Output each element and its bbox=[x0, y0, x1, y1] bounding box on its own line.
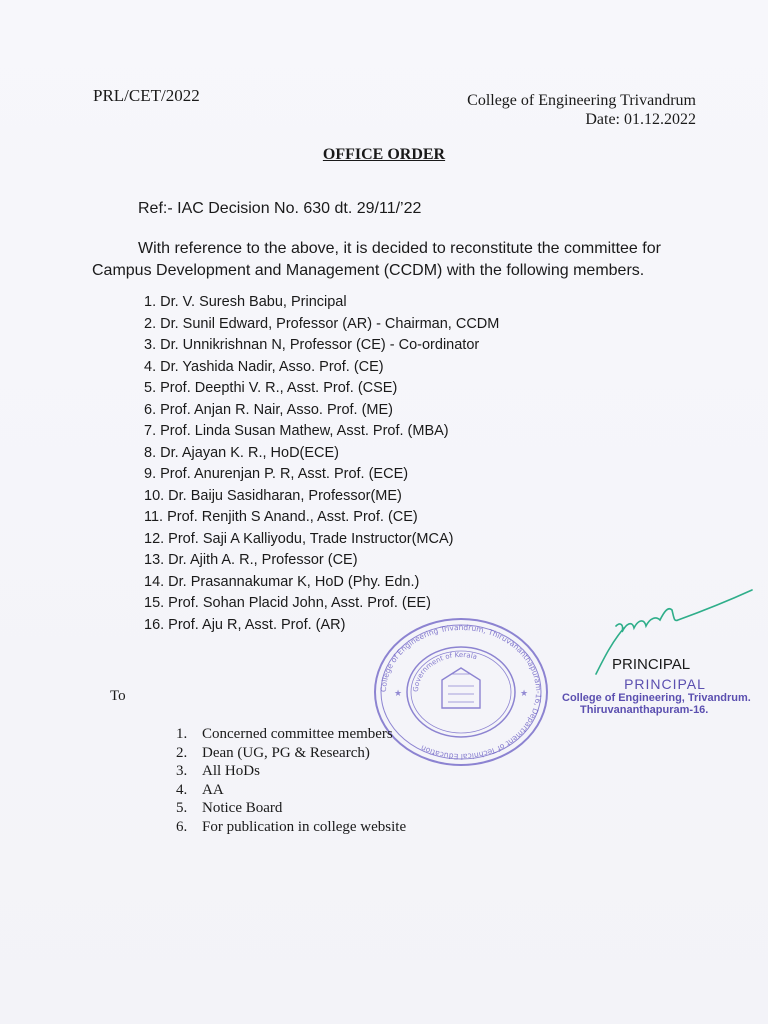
member-item: 6. Prof. Anjan R. Nair, Asso. Prof. (ME) bbox=[144, 401, 394, 418]
member-item: 13. Dr. Ajith A. R., Professor (CE) bbox=[144, 552, 358, 568]
seal-outer-text: College of Engineering Trivandrum, Thiruvananthapuram-16, Department of Technical Education bbox=[378, 622, 544, 762]
member-item: 11. Prof. Renjith S Anand., Asst. Prof. (CE) bbox=[144, 509, 418, 525]
item-text: Concerned committee members bbox=[202, 726, 393, 742]
item-text: All HoDs bbox=[202, 763, 260, 779]
distribution-item bbox=[176, 744, 406, 763]
reference-line: Ref:- IAC Decision No. 630 dt. 29/11/’22 bbox=[138, 200, 422, 217]
signatory-designation: PRINCIPAL bbox=[612, 656, 691, 673]
item-number: 3. bbox=[176, 763, 188, 779]
member-item: 12. Prof. Saji A Kalliyodu, Trade Instructor(MCA) bbox=[144, 530, 454, 547]
member-item: 15. Prof. Sohan Placid John, Asst. Prof. (EE) bbox=[144, 595, 431, 611]
member-item: 16. Prof. Aju R, Asst. Prof. (AR) bbox=[144, 616, 346, 633]
body-line-2: Campus Development and Management (CCDM) with the following members. bbox=[92, 262, 645, 279]
member-item: 1. Dr. V. Suresh Babu, Principal bbox=[144, 294, 347, 310]
item-number: 5. bbox=[176, 800, 188, 816]
distribution-item bbox=[176, 799, 406, 818]
member-item: 2. Dr. Sunil Edward, Professor (AR) - Chairman, CCDM bbox=[144, 315, 500, 332]
principal-stamp bbox=[562, 676, 752, 716]
member-item: 14. Dr. Prasannakumar K, HoD (Phy. Edn.) bbox=[144, 573, 420, 590]
to-label: To bbox=[110, 688, 126, 704]
document-ref-number: PRL/CET/2022 bbox=[93, 86, 200, 105]
stamp-title: PRINCIPAL bbox=[624, 676, 706, 692]
stamp-college-line: College of Engineering, Trivandrum. bbox=[562, 692, 751, 704]
item-text: Dean (UG, PG & Research) bbox=[202, 744, 370, 761]
distribution-item bbox=[176, 762, 406, 781]
college-name: College of Engineering Trivandrum bbox=[467, 92, 696, 109]
member-item: 5. Prof. Deepthi V. R., Asst. Prof. (CSE) bbox=[144, 380, 398, 396]
page-title-text: OFFICE ORDER bbox=[322, 146, 446, 163]
seal-inner-text: Government of Kerala bbox=[411, 650, 478, 693]
item-text: Notice Board bbox=[202, 800, 283, 816]
item-number: 2. bbox=[176, 744, 188, 761]
page-title bbox=[0, 146, 768, 164]
svg-text:★: ★ bbox=[520, 688, 529, 698]
member-list bbox=[144, 292, 499, 636]
distribution-list bbox=[176, 725, 406, 836]
stamp-city-line: Thiruvananthapuram-16. bbox=[580, 704, 709, 716]
member-item: 9. Prof. Anurenjan P. R, Asst. Prof. (ECE) bbox=[144, 466, 409, 482]
member-item: 3. Dr. Unnikrishnan N, Professor (CE) - Co-ordinator bbox=[144, 337, 480, 353]
distribution-item bbox=[176, 725, 406, 744]
member-item: 8. Dr. Ajayan K. R., HoD(ECE) bbox=[144, 444, 340, 461]
svg-text:★: ★ bbox=[394, 688, 403, 698]
document-date: Date: 01.12.2022 bbox=[585, 111, 696, 128]
member-item: 10. Dr. Baiju Sasidharan, Professor(ME) bbox=[144, 487, 402, 504]
item-text: For publication in college website bbox=[202, 818, 407, 835]
item-text: AA bbox=[202, 781, 224, 798]
item-number: 1. bbox=[176, 726, 188, 742]
member-item: 4. Dr. Yashida Nadir, Asso. Prof. (CE) bbox=[144, 358, 384, 375]
distribution-item bbox=[176, 818, 406, 837]
body-line-1: With reference to the above, it is decided to reconstitute the committee for bbox=[138, 240, 661, 257]
item-number: 6. bbox=[176, 818, 188, 835]
member-item: 7. Prof. Linda Susan Mathew, Asst. Prof. (MBA) bbox=[144, 423, 449, 439]
item-number: 4. bbox=[176, 781, 188, 798]
distribution-item bbox=[176, 781, 406, 800]
